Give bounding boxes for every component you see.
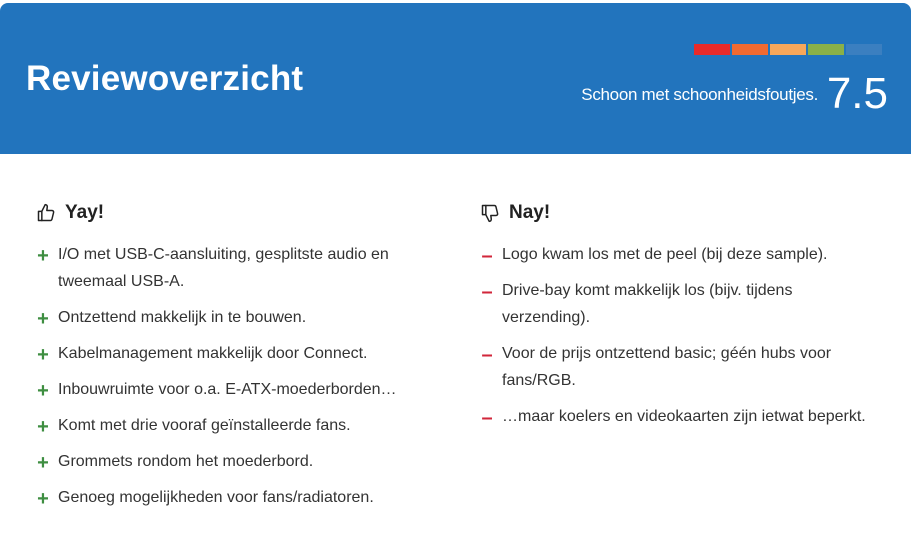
con-item-text: Drive-bay komt makkelijk los (bijv. tijdens verzending).	[502, 282, 793, 326]
score-segment	[694, 44, 730, 55]
con-item-text: Logo kwam los met de peel (bij deze sample).	[502, 246, 828, 263]
pros-list	[36, 241, 436, 511]
verdict-text: Schoon met schoonheidsfoutjes.	[581, 85, 818, 104]
pro-item-text: I/O met USB-C-aansluiting, gesplitste audio en tweemaal USB-A.	[58, 246, 389, 290]
score-segment	[846, 44, 882, 55]
cons-heading	[480, 198, 880, 228]
con-item	[480, 340, 880, 394]
con-item	[480, 277, 880, 331]
con-item-text: …maar koelers en videokaarten zijn ietwat beperkt.	[502, 408, 866, 425]
score-segment	[732, 44, 768, 55]
pro-item-text: Ontzettend makkelijk in te bouwen.	[58, 309, 307, 326]
pro-item	[36, 376, 436, 403]
plus-icon: +	[37, 308, 49, 330]
pro-item	[36, 340, 436, 367]
con-item	[480, 403, 880, 430]
minus-icon: –	[481, 344, 493, 366]
pros-heading	[36, 198, 436, 228]
plus-icon: +	[37, 488, 49, 510]
review-header	[0, 3, 911, 154]
cons-title: Nay!	[509, 202, 551, 223]
pro-item	[36, 448, 436, 475]
pro-item	[36, 241, 436, 295]
thumbs-down-icon	[480, 203, 500, 223]
plus-icon: +	[37, 344, 49, 366]
pro-item-text: Genoeg mogelijkheden voor fans/radiatoren.	[58, 489, 374, 506]
minus-icon: –	[481, 245, 493, 267]
plus-icon: +	[37, 416, 49, 438]
thumbs-up-icon	[36, 203, 56, 223]
score-bar	[694, 44, 882, 55]
minus-icon: –	[481, 407, 493, 429]
pros-title: Yay!	[65, 202, 105, 223]
con-item-text: Voor de prijs ontzettend basic; géén hubs voor fans/RGB.	[502, 345, 832, 389]
score-segment	[808, 44, 844, 55]
plus-icon: +	[37, 380, 49, 402]
pro-item	[36, 304, 436, 331]
con-item	[480, 241, 880, 268]
plus-icon: +	[37, 245, 49, 267]
pro-item	[36, 412, 436, 439]
pro-item-text: Kabelmanagement makkelijk door Connect.	[58, 345, 368, 362]
plus-icon: +	[37, 452, 49, 474]
pro-item	[36, 484, 436, 511]
page-title: Reviewoverzicht	[26, 59, 304, 98]
cons-list	[480, 241, 880, 430]
pro-item-text: Grommets rondom het moederbord.	[58, 453, 314, 470]
pro-item-text: Inbouwruimte voor o.a. E-ATX-moederborden…	[58, 381, 397, 398]
cons-column	[480, 198, 880, 439]
pros-column	[36, 198, 436, 520]
score-segment	[770, 44, 806, 55]
score-value: 7.5	[826, 69, 888, 118]
pro-item-text: Komt met drie vooraf geïnstalleerde fans.	[58, 417, 351, 434]
minus-icon: –	[481, 281, 493, 303]
